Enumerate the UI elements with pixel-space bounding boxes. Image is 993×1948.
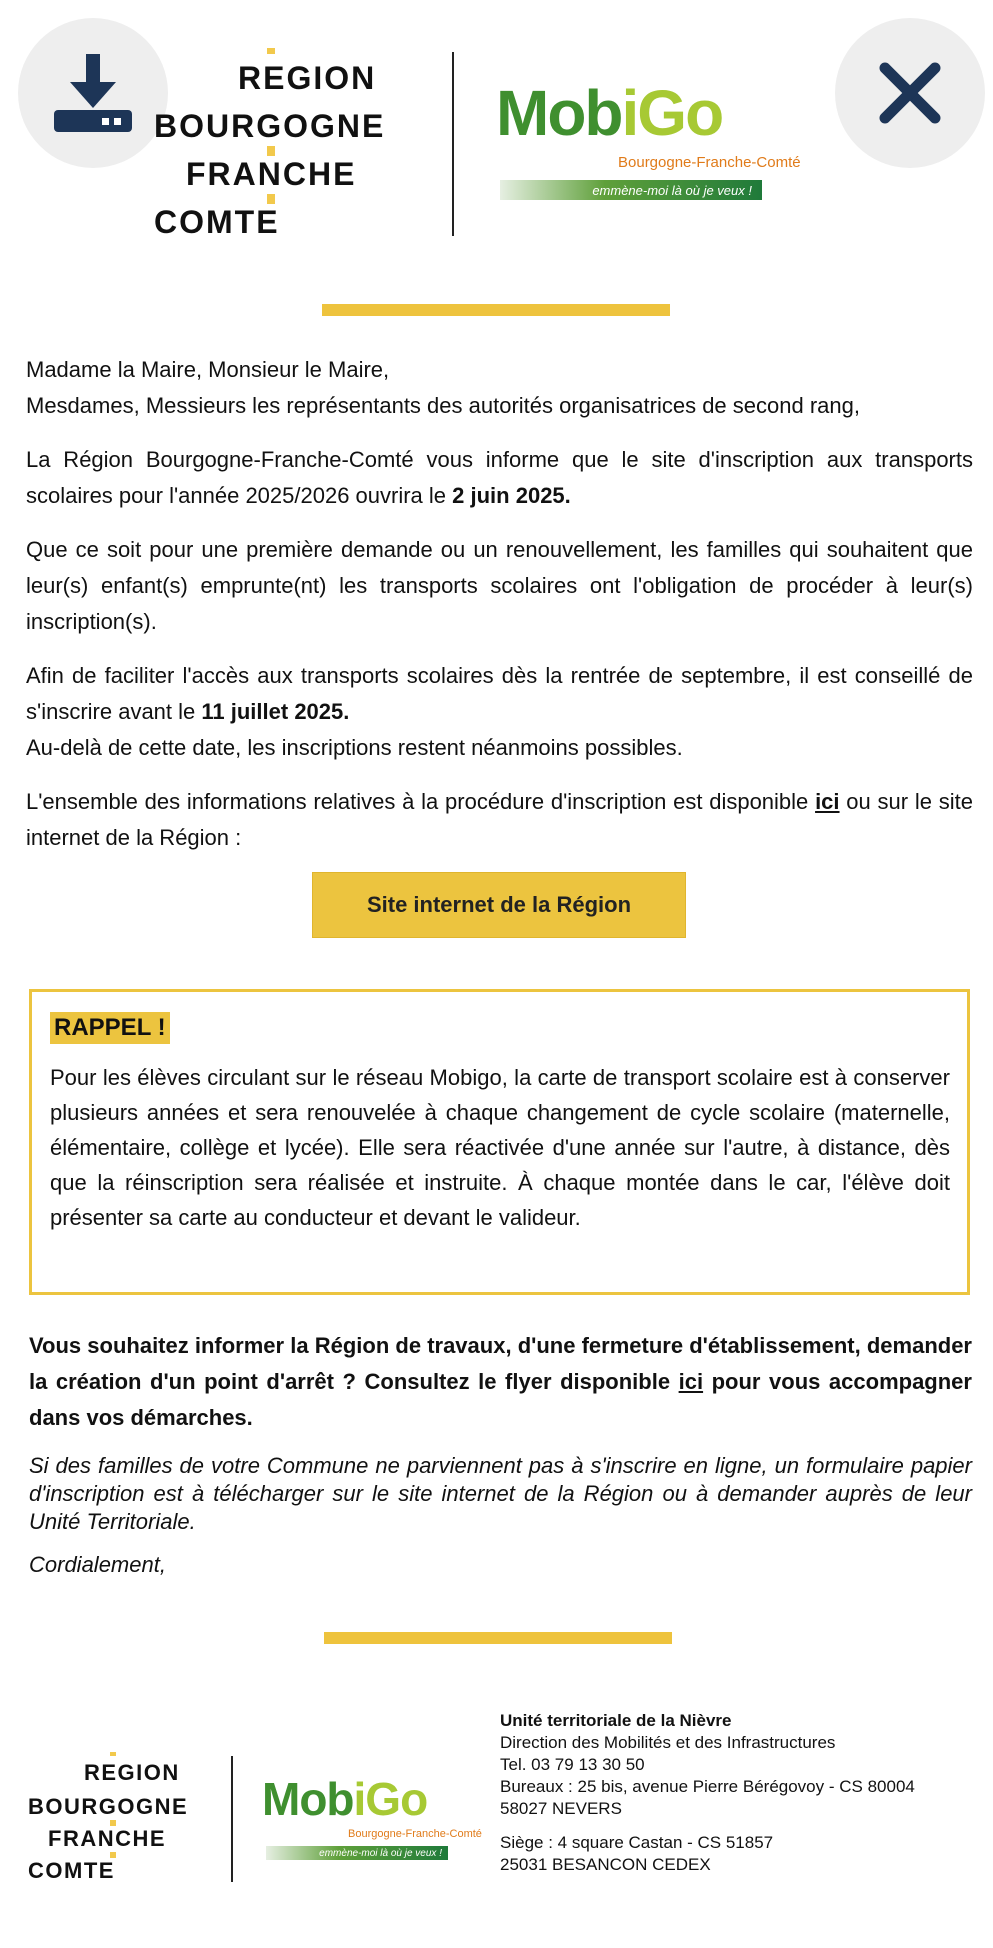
region-logo-line: COMTE	[154, 204, 280, 240]
paragraph-info: L'ensemble des informations relatives à la procédure d'inscription est disponible ici ou sur le site internet de la Région :	[26, 789, 973, 850]
reminder-box	[29, 989, 970, 1295]
salutation-1: Madame la Maire, Monsieur le Maire,	[26, 357, 390, 382]
mobigo-logo: MobiGo Bourgogne-Franche-Comté emmène-moi là où je veux !	[496, 76, 826, 206]
region-logo-line: FRANCHE	[186, 156, 357, 192]
reminder-title: RAPPEL !	[50, 1012, 170, 1044]
deadline-date: 11 juillet 2025.	[201, 699, 350, 724]
salutation-2: Mesdames, Messieurs les représentants des autorités organisatrices de second rang,	[26, 393, 860, 418]
mobigo-subtitle: Bourgogne-Franche-Comté	[618, 154, 801, 171]
region-logo-line: REGION	[238, 60, 377, 96]
footer-phone[interactable]: Tel. 03 79 13 30 50	[500, 1755, 645, 1774]
paragraph-obligation: Que ce soit pour une première demande ou un renouvellement, les familles qui souhaitent que leur(s) enfant(s) emprunte(nt) les transports scolaires ont l'obligation de procéder à leur(s) inscription(s).	[26, 537, 973, 634]
footer-unit-title: Unité territoriale de la Nièvre	[500, 1711, 732, 1730]
paper-form-note: Si des familles de votre Commune ne parviennent pas à s'inscrire en ligne, un formulaire papier d'inscription est à télécharger sur le site internet de la Région ou à demander auprès de leur Unité Territoriale.	[29, 1453, 972, 1534]
closing: Cordialement,	[29, 1552, 166, 1577]
reminder-body: Pour les élèves circulant sur le réseau Mobigo, la carte de transport scolaire est à conserver plusieurs années et sera renouvelée à chaque changement de cycle scolaire (maternelle, élémentaire, collège et lycée). Elle sera réactivée d'une année sur l'autre, à distance, dès que la réinscription sera réalisée et instruite. À chaque montée dans le car, l'élève doit présenter sa carte au conducteur et devant le valideur.	[50, 1065, 950, 1230]
flyer-link[interactable]: ici	[678, 1369, 704, 1394]
paragraph-deadline: Afin de faciliter l'accès aux transports scolaires dès la rentrée de septembre, il est conseillé de s'inscrire avant le 11 juillet 2025.	[26, 663, 973, 724]
paragraph-after-deadline: Au-delà de cette date, les inscriptions restent néanmoins possibles.	[26, 735, 683, 760]
footer-region-logo: REGION BOURGOGNE FRANCHE COMTE	[26, 1752, 226, 1902]
close-icon	[875, 58, 945, 128]
footer-direction: Direction des Mobilités et des Infrastructures	[500, 1733, 836, 1752]
footer-mobigo-logo: MobiGo Bourgogne-Franche-Comté emmène-moi là où je veux !	[262, 1773, 482, 1859]
info-link[interactable]: ici	[815, 789, 840, 814]
bottom-divider	[324, 1632, 672, 1644]
download-icon	[48, 48, 138, 138]
footer-bureaux: Bureaux : 25 bis, avenue Pierre Bérégovoy - CS 80004	[500, 1777, 915, 1796]
opening-date: 2 juin 2025.	[452, 483, 571, 508]
region-website-button[interactable]: Site internet de la Région	[312, 872, 686, 938]
footer-city: 58027 NEVERS	[500, 1799, 622, 1818]
mobigo-tagline: emmène-moi là où je veux !	[500, 180, 762, 200]
header-divider	[452, 52, 454, 236]
close-button[interactable]	[835, 18, 985, 168]
region-logo-line: BOURGOGNE	[154, 108, 386, 144]
footer-siege-city: 25031 BESANCON CEDEX	[500, 1855, 711, 1874]
region-logo	[150, 48, 410, 248]
top-divider	[322, 304, 670, 316]
footer-divider	[231, 1756, 233, 1882]
footer-siege: Siège : 4 square Castan - CS 51857	[500, 1833, 774, 1852]
download-button[interactable]	[18, 18, 168, 168]
paragraph-opening: La Région Bourgogne-Franche-Comté vous informe que le site d'inscription aux transports scolaires pour l'année 2025/2026 ouvrira le 2 juin 2025.	[26, 447, 973, 508]
works-paragraph: Vous souhaitez informer la Région de travaux, d'une fermeture d'établissement, demander la création d'un point d'arrêt ? Consultez le flyer disponible ici pour vous accompagner dans vos démarches.	[29, 1333, 972, 1430]
